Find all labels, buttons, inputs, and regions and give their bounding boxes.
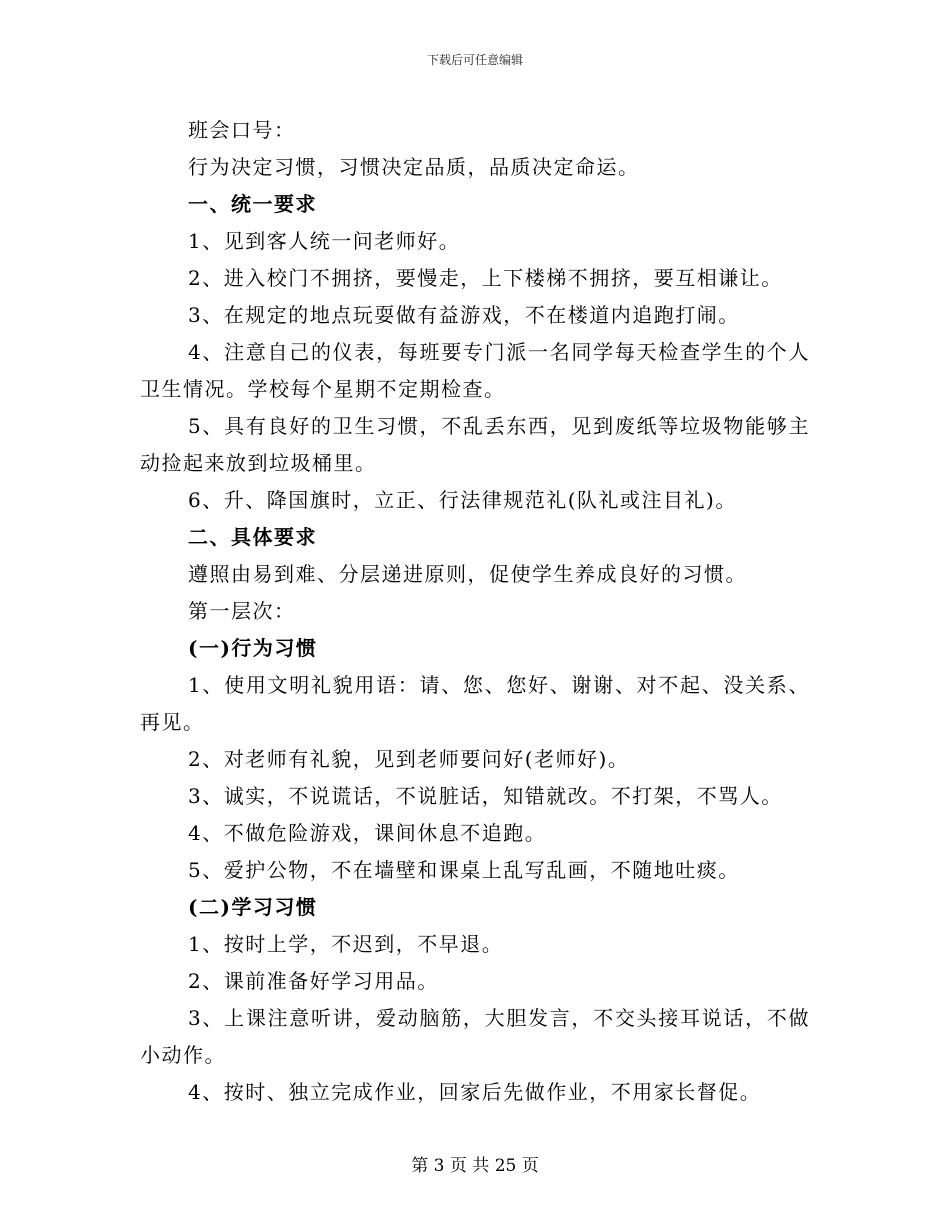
slogan-label: 班会口号： xyxy=(188,118,296,142)
list-item: 2、课前准备好学习用品。 xyxy=(188,969,439,993)
page-number-footer: 第 3 页 共 25 页 xyxy=(411,1156,539,1176)
list-item: 3、上课注意听讲，爱动脑筋，大胆发言，不交头接耳说话，不做小动作。 xyxy=(140,1006,810,1067)
list-item: 1、使用文明礼貌用语：请、您、您好、谢谢、对不起、没关系、再见。 xyxy=(140,673,810,734)
list-item: 3、诚实，不说谎话，不说脏话，知错就改。不打架，不骂人。 xyxy=(188,784,783,808)
list-item: 5、爱护公物，不在墙壁和课桌上乱写乱画，不随地吐痰。 xyxy=(188,858,740,882)
list-item: 1、按时上学，不迟到，不早退。 xyxy=(188,932,504,956)
section-heading-specific-requirements: 二、具体要求 xyxy=(188,525,317,549)
slogan-text: 行为决定习惯，习惯决定品质，品质决定命运。 xyxy=(188,155,640,179)
subsection-heading-study-habits: (二)学习习惯 xyxy=(188,895,318,919)
list-item: 4、不做危险游戏，课间休息不追跑。 xyxy=(188,821,547,845)
page-header-note: 下载后可任意编辑 xyxy=(426,53,523,67)
list-item: 2、进入校门不拥挤，要慢走，上下楼梯不拥挤，要互相谦让。 xyxy=(188,266,783,290)
subsection-heading-behavior-habits: (一)行为习惯 xyxy=(188,636,318,660)
list-item: 4、按时、独立完成作业，回家后先做作业，不用家长督促。 xyxy=(188,1080,762,1104)
level-label: 第一层次： xyxy=(188,599,296,623)
list-item: 2、对老师有礼貌，见到老师要问好(老师好)。 xyxy=(188,747,630,771)
section-heading-unified-requirements: 一、统一要求 xyxy=(188,192,317,216)
document-body xyxy=(140,112,810,1111)
list-item: 4、注意自己的仪表，每班要专门派一名同学每天检查学生的个人卫生情况。学校每个星期不定期检查。 xyxy=(140,340,810,401)
list-item: 3、在规定的地点玩耍做有益游戏，不在楼道内追跑打闹。 xyxy=(188,303,740,327)
principle-text: 遵照由易到难、分层递进原则，促使学生养成良好的习惯。 xyxy=(188,562,747,586)
list-item: 6、升、降国旗时，立正、行法律规范礼(队礼或注目礼)。 xyxy=(188,488,737,512)
list-item: 5、具有良好的卫生习惯，不乱丢东西，见到废纸等垃圾物能够主动捡起来放到垃圾桶里。 xyxy=(140,414,810,475)
list-item: 1、见到客人统一问老师好。 xyxy=(188,229,461,253)
